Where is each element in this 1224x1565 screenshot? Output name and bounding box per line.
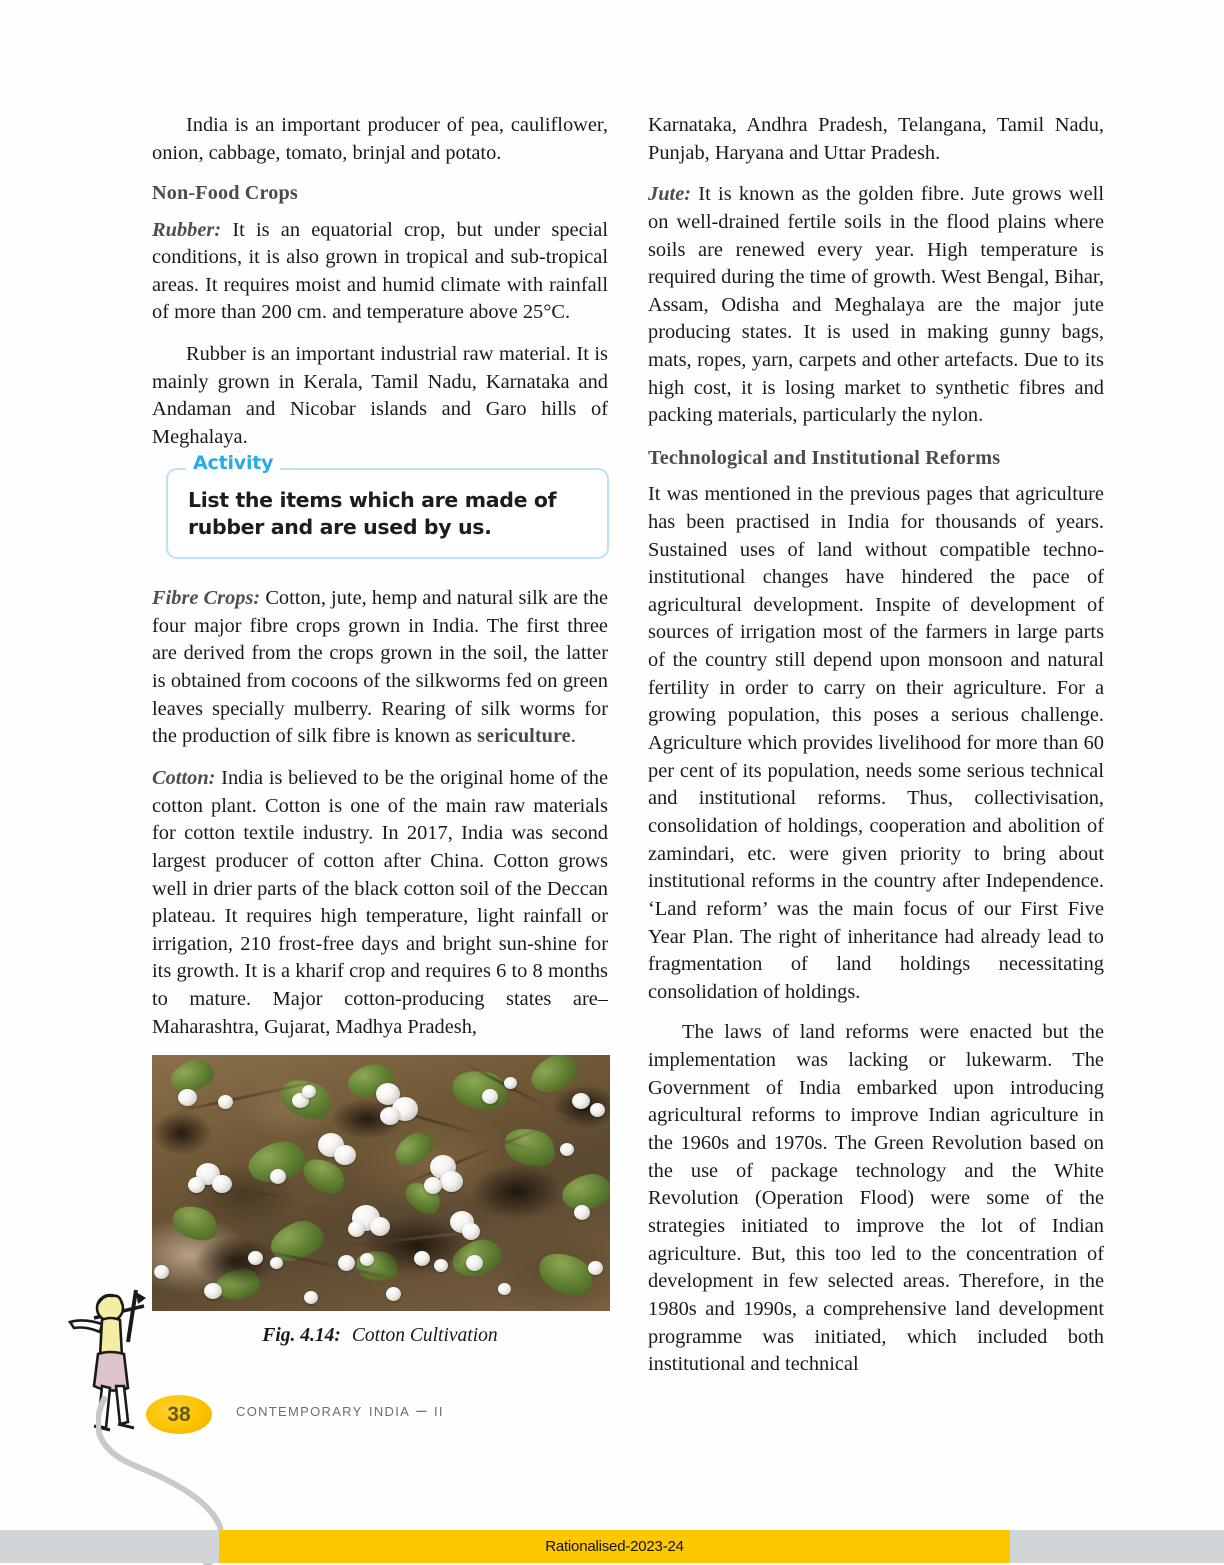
right-column	[648, 112, 1104, 1393]
rationalised-banner-text: Rationalised-2023-24	[545, 1538, 684, 1555]
paragraph-jute	[648, 181, 1104, 430]
paragraph-fibre-crops	[152, 585, 608, 751]
runin-label-jute: Jute:	[648, 183, 692, 206]
figure-cotton-cultivation	[152, 1055, 608, 1347]
paragraph-cotton	[152, 765, 608, 1041]
runin-label-cotton: Cotton:	[152, 766, 216, 789]
paragraph-vegetable-producer: India is an important producer of pea, cauliflower, onion, cabbage, tomato, brinjal and potato.	[152, 114, 608, 164]
paragraph-cotton-states-continued: Karnataka, Andhra Pradesh, Telangana, Tamil Nadu, Punjab, Haryana and Uttar Pradesh.	[648, 114, 1104, 164]
runin-label-rubber: Rubber:	[152, 218, 222, 241]
paragraph-rubber-intro	[152, 217, 608, 328]
paragraph-reforms-two: The laws of land reforms were enacted but the implementation was lacking or lukewarm. The Government of India embarked upon introducing agricultural reforms to improve Indian agriculture in the 1960s and 1970s. The Green Revolution based on the use of package technology and the White Revolution (Operation Flood) were some of the strategies initiated to improve the lot of Indian agriculture. But, this too led to the concentration of development in few selected areas. Therefore, in the 1980s and 1990s, a comprehensive land development programme was initiated, which included both institutional and technical	[648, 1021, 1104, 1376]
paragraph-cotton-text: India is believed to be the original home of the cotton plant. Cotton is one of the main raw materials for cotton textile industry. In 2017, India was second largest producer of cotton after China. Cotton grows well in drier parts of the black cotton soil of the Deccan plateau. It requires high temperature, light rainfall or irrigation, 210 frost-free days and bright sun-shine for its growth. It is a kharif crop and requires 6 to 8 months to mature. Major cotton-producing states are– Maharashtra, Gujarat, Madhya Pradesh,	[152, 766, 608, 1038]
figure-caption	[152, 1325, 608, 1347]
paragraph-fibre-crops-text-a: Cotton, jute, hemp and natural silk are the four major fibre crops grown in India. The first three are derived from the crops grown in the soil, the latter is obtained from cocoons of the silkworms fed on green leaves specially mulberry. Rearing of silk worms for the production of silk fibre is known as	[152, 587, 609, 748]
heading-non-food-crops: Non-Food Crops	[152, 182, 298, 205]
keyword-sericulture: sericulture	[477, 725, 571, 748]
activity-box	[166, 451, 609, 560]
two-column-body	[152, 112, 1104, 1393]
rationalised-banner	[219, 1530, 1010, 1563]
left-column	[152, 112, 608, 1393]
paragraph-jute-text: It is known as the golden fibre. Jute grows well on well-drained fertile soils in the flood plains where soils are renewed every year. High temperature is required during the time of growth. West Bengal, Bihar, Assam, Odisha and Meghalaya are the major jute producing states. It is used in making gunny bags, mats, ropes, yarn, carpets and other artefacts. Due to its high cost, it is losing market to synthetic fibres and packing materials, particularly the nylon.	[648, 183, 1104, 427]
page-number-badge: 38	[146, 1395, 212, 1434]
paragraph-rubber-raw-material: Rubber is an important industrial raw material. It is mainly grown in Kerala, Tamil Nadu, Karnataka and Andaman and Nicobar islands and Garo hills of Meghalaya.	[152, 343, 608, 448]
figure-number: Fig. 4.14:	[262, 1325, 341, 1347]
runin-label-fibre-crops: Fibre Crops:	[152, 587, 261, 610]
heading-technological-institutional-reforms: Technological and Institutional Reforms	[648, 447, 1001, 470]
photo-foliage-layer	[152, 1055, 610, 1311]
activity-box-frame	[166, 468, 609, 560]
cotton-field-photo	[152, 1055, 610, 1311]
paragraph-reforms-one: It was mentioned in the previous pages that agriculture has been practised in India for thousands of years. Sustained uses of land without compatible techno-institutional changes have hindered the pace of agricultural development. Inspite of development of sources of irrigation most of the farmers in large parts of the country still depend upon monsoon and natural fertility in order to carry on their agriculture. For a growing population, this poses a serious challenge. Agriculture which provides livelihood for more than 60 per cent of its population, needs some serious technical and institutional reforms. Thus, collectivisation, consolidation of holdings, cooperation and abolition of zamindari, etc. were given priority to bring about institutional reforms in the country after Independence. ‘Land reform’ was the main focus of our First Five Year Plan. The right of inheritance had already lead to fragmentation of land holdings necessitating consolidation of holdings.	[648, 483, 1104, 1003]
paragraph-rubber-intro-text: It is an equatorial crop, but under special conditions, it is also grown in tropical and sub-tropical areas. It requires moist and humid climate with rainfall of more than 200 cm. and temperature above 25°C.	[152, 218, 608, 324]
footer-book-title: contemporary india – ii	[236, 1400, 444, 1420]
paragraph-fibre-crops-text-b: .	[570, 725, 576, 748]
activity-instruction-text: List the items which are made of rubber and are used by us.	[188, 487, 557, 539]
activity-legend-label: Activity	[186, 454, 280, 473]
figure-title: Cotton Cultivation	[351, 1325, 498, 1347]
